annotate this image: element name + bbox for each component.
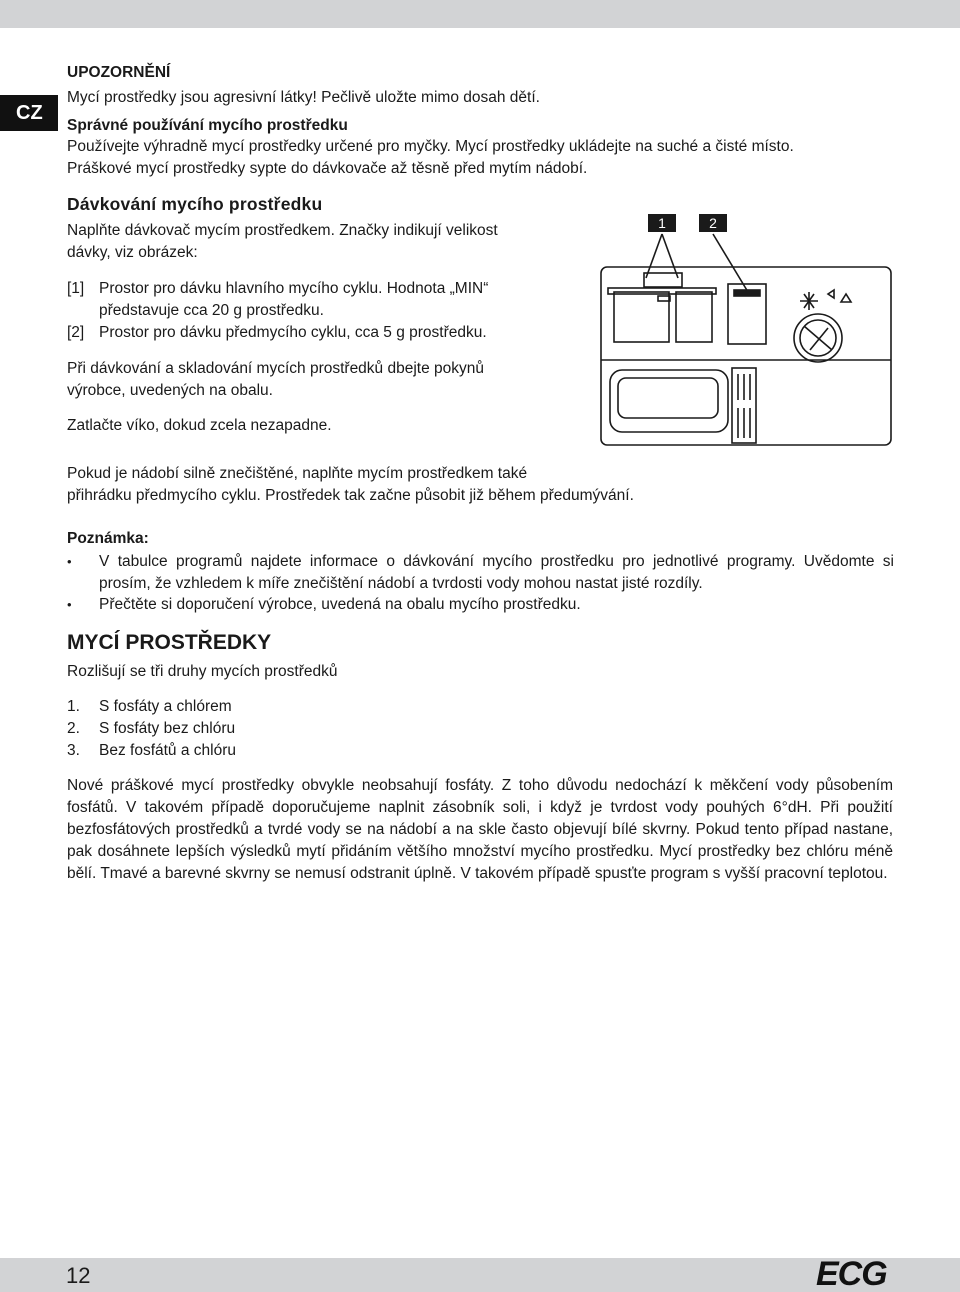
dosing-item-text: představuje cca 20 g prostředku. bbox=[99, 302, 324, 319]
usage-line: Používejte výhradně mycí prostředky určené pro myčky. Mycí prostředky ukládejte na suché a čisté místo. bbox=[67, 138, 794, 155]
detergents-title: MYCÍ PROSTŘEDKY bbox=[67, 631, 272, 654]
page-number: 12 bbox=[66, 1263, 91, 1288]
dosing-storage: Při dávkování a skladování mycích prostředků dbejte pokynů bbox=[67, 360, 485, 377]
usage-title: Správné používání mycího prostředku bbox=[67, 117, 348, 134]
dosing-storage: výrobce, uvedených na obalu. bbox=[67, 382, 273, 399]
dosing-item-index: [2] bbox=[67, 324, 85, 341]
note-bullet: V tabulce programů najdete informace o dávkování mycího prostředku pro jednotlivé programy. Uvědomte si prosím, že vzhledem k míře znečištění nádobí a tvrdosti vody mohou nastat jisté rozdíly. bbox=[99, 553, 894, 592]
dosing-intro: Naplňte dávkovač mycím prostředkem. Značky indikují velikost bbox=[67, 222, 498, 239]
dosing-dirty: přihrádku předmycího cyklu. Prostředek tak začne působit již během předumývání. bbox=[67, 487, 634, 504]
language-tab: CZ bbox=[0, 95, 58, 131]
dosing-item-text: Prostor pro dávku hlavního mycího cyklu. Hodnota „MIN“ bbox=[99, 280, 489, 297]
dosing-item-text: Prostor pro dávku předmycího cyklu, cca 5 g prostředku. bbox=[99, 324, 487, 341]
dosing-close: Zatlačte víko, dokud zcela nezapadne. bbox=[67, 417, 332, 434]
list-item: S fosfáty a chlórem bbox=[99, 698, 232, 715]
figure-label-2: 2 bbox=[699, 214, 727, 232]
detergents-intro: Rozlišují se tři druhy mycích prostředků bbox=[67, 663, 338, 680]
dispenser-figure bbox=[596, 210, 896, 455]
usage-line: Práškové mycí prostředky sypte do dávkovače až těsně před mytím nádobí. bbox=[67, 160, 588, 177]
warning-title: UPOZORNĚNÍ bbox=[67, 64, 171, 81]
list-item-num: 3. bbox=[67, 742, 80, 759]
figure-label-1: 1 bbox=[648, 214, 676, 232]
list-item: S fosfáty bez chlóru bbox=[99, 720, 236, 737]
warning-text: Mycí prostředky jsou agresivní látky! Pečlivě uložte mimo dosah dětí. bbox=[67, 89, 540, 106]
bullet-dot: • bbox=[67, 554, 72, 569]
note-bullet: Přečtěte si doporučení výrobce, uvedená na obalu mycího prostředku. bbox=[99, 596, 581, 613]
detergents-paragraph: Nové práškové mycí prostředky obvykle neobsahují fosfáty. Z toho důvodu nedochází k měkčení vody působením fosfátů. V takovém případě doporučujeme naplnit zásobník soli, i když je tvrdost vody pouhých 6°dH. Při použití bezfosfátových prostředků a tvrdé vody se na nádobí a na skle často objevují bílé skvrny. Pokud tento případ nastane, pak dosáhnete lepších výsledků mytí přidáním většího množství mycího prostředku. Mycí prostředky bez chlóru méně bělí. Tmavé a barevné skvrny se nemusí odstranit úplně. V takovém případě spusťte program s vyšší pracovní teplotou. bbox=[67, 777, 893, 882]
dosing-title: Dávkování mycího prostředku bbox=[67, 194, 323, 214]
dosing-intro: dávky, viz obrázek: bbox=[67, 244, 198, 261]
list-item: Bez fosfátů a chlóru bbox=[99, 742, 236, 759]
list-item-num: 2. bbox=[67, 720, 80, 737]
dosing-item-index: [1] bbox=[67, 280, 85, 297]
brand-logo: ECG bbox=[816, 1255, 887, 1292]
dosing-dirty: Pokud je nádobí silně znečištěné, naplňte mycím prostředkem také bbox=[67, 465, 528, 482]
list-item-num: 1. bbox=[67, 698, 80, 715]
dispenser-drawing bbox=[596, 210, 896, 455]
note-title: Poznámka: bbox=[67, 530, 149, 547]
header-bar bbox=[0, 0, 960, 28]
bullet-dot: • bbox=[67, 597, 72, 612]
